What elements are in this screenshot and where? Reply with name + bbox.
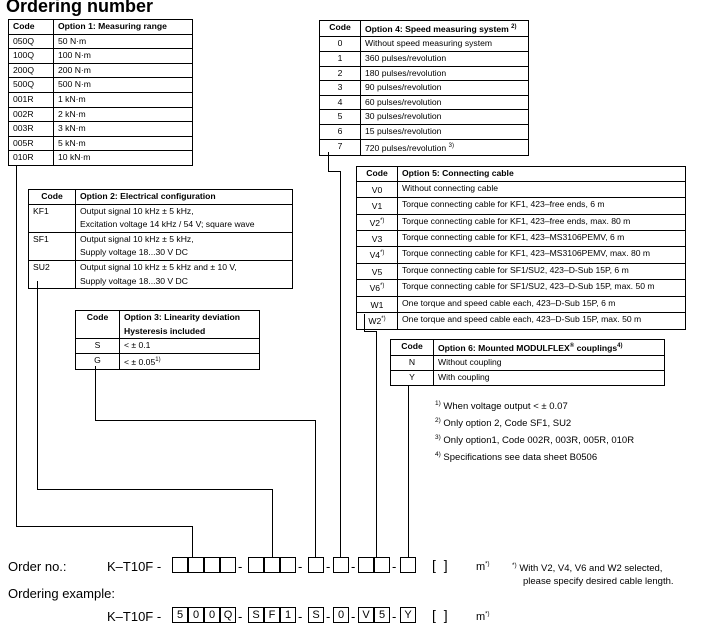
- table-row: 500Q 500 N·m: [9, 78, 193, 93]
- table-row: 003R 3 kN·m: [9, 122, 193, 137]
- example-box: 0: [333, 607, 349, 623]
- order-box[interactable]: [280, 557, 296, 573]
- table-row: 7 720 pulses/revolution $^{3)}$: [320, 139, 529, 155]
- table-header: Code Option 5: Connecting cable: [357, 167, 686, 182]
- order-box[interactable]: [220, 557, 236, 573]
- connector-line: [95, 366, 96, 421]
- table-row: 200Q 200 N·m: [9, 63, 193, 78]
- connector-line: [376, 331, 377, 557]
- example-unit-m: m*): [476, 611, 490, 623]
- order-box[interactable]: [358, 557, 374, 573]
- example-dash: -: [298, 609, 303, 624]
- table-row: 6 15 pulses/revolution: [320, 125, 529, 140]
- table-row: N Without coupling: [391, 356, 665, 371]
- order-box[interactable]: [204, 557, 220, 573]
- connector-line: [364, 331, 376, 332]
- connector-line: [272, 489, 273, 557]
- table-row: 100Q 100 N·m: [9, 49, 193, 64]
- col-code: Code: [9, 20, 54, 35]
- connector-line: [328, 152, 329, 172]
- connector-line: [37, 489, 273, 490]
- example-dash: -: [351, 609, 356, 624]
- example-box: S: [308, 607, 324, 623]
- table-row: 3 90 pulses/revolution: [320, 81, 529, 96]
- table-row: 4 60 pulses/revolution: [320, 95, 529, 110]
- table-row: V0 Without connecting cable: [357, 181, 686, 197]
- example-box: 5: [374, 607, 390, 623]
- example-box: F: [264, 607, 280, 623]
- table-row: W1 One torque and speed cable each, 423–D-Sub 15P, 6 m: [357, 296, 686, 312]
- example-dash: -: [238, 609, 243, 624]
- connector-line: [340, 171, 341, 557]
- unit-m: m*): [476, 561, 490, 573]
- order-prefix: K–T10F -: [107, 559, 162, 574]
- footnote: $^{1)}$ When voltage output < ± 0.07: [435, 400, 568, 413]
- example-box: 5: [172, 607, 188, 623]
- cable-note: *) With V2, V4, V6 and W2 selected,: [512, 562, 663, 575]
- col-desc: Option 1: Measuring range: [54, 20, 193, 35]
- table-row: W2*) One torque and speed cable each, 423–D-Sub 15P, max. 50 m: [357, 313, 686, 329]
- connector-line: [37, 281, 38, 490]
- table-header: Code Option 3: Linearity deviation Hysteresis included: [76, 311, 260, 339]
- table-row: 002R 2 kN·m: [9, 107, 193, 122]
- example-box: 1: [280, 607, 296, 623]
- cable-note: please specify desired cable length.: [523, 576, 674, 587]
- order-box[interactable]: [264, 557, 280, 573]
- table-header: Code Option 4: Speed measuring system $^{2)}$: [320, 21, 529, 37]
- table-row: SF1 Output signal 10 kHz ± 5 kHz, Supply voltage 18...30 V DC: [29, 232, 293, 260]
- example-box: 0: [188, 607, 204, 623]
- example-box: V: [358, 607, 374, 623]
- table-row: 001R 1 kN·m: [9, 92, 193, 107]
- option3-table: [75, 310, 260, 370]
- connector-line: [364, 314, 365, 332]
- connector-line: [16, 165, 17, 527]
- example-dash: -: [326, 609, 331, 624]
- table-row: 005R 5 kN·m: [9, 136, 193, 151]
- table-header: [9, 20, 193, 35]
- table-row: V1 Torque connecting cable for KF1, 423–free ends, 6 m: [357, 198, 686, 214]
- order-label: Order no.:: [8, 559, 67, 574]
- footnote: $^{2)}$ Only option 2, Code SF1, SU2: [435, 417, 572, 430]
- connector-line: [328, 171, 340, 172]
- example-box: S: [248, 607, 264, 623]
- table-row: V5 Torque connecting cable for SF1/SU2, 423–D-Sub 15P, 6 m: [357, 263, 686, 279]
- example-dash: -: [392, 609, 397, 624]
- connector-line: [16, 526, 192, 527]
- example-box: Y: [400, 607, 416, 623]
- table-row: KF1 Output signal 10 kHz ± 5 kHz, Excitation voltage 14 kHz / 54 V; square wave: [29, 204, 293, 232]
- table-row: 1 360 pulses/revolution: [320, 52, 529, 67]
- connector-line: [408, 386, 409, 557]
- option6-table: [390, 339, 665, 386]
- table-row: 0 Without speed measuring system: [320, 37, 529, 52]
- order-box[interactable]: [374, 557, 390, 573]
- footnote: $^{3)}$ Only option1, Code 002R, 003R, 005R, 010R: [435, 434, 635, 447]
- table-row: 010R 10 kN·m: [9, 151, 193, 166]
- option2-table: [28, 189, 293, 289]
- table-row: V2*) Torque connecting cable for KF1, 423–free ends, max. 80 m: [357, 214, 686, 230]
- example-bracket: [ ]: [432, 607, 450, 623]
- order-dash: -: [238, 559, 243, 574]
- table-row: V6*) Torque connecting cable for SF1/SU2, 423–D-Sub 15P, max. 50 m: [357, 280, 686, 296]
- table-header: Code Option 6: Mounted MODULFLEX® couplings$^{4)}$: [391, 340, 665, 356]
- table-row: 5 30 pulses/revolution: [320, 110, 529, 125]
- table-row: SU2 Output signal 10 kHz ± 5 kHz and ± 10 V, Supply voltage 18...30 V DC: [29, 260, 293, 288]
- example-box: 0: [204, 607, 220, 623]
- table-row: V4*) Torque connecting cable for KF1, 423–MS3106PEMV, max. 80 m: [357, 247, 686, 263]
- order-dash: -: [326, 559, 331, 574]
- table-row: 2 180 pulses/revolution: [320, 66, 529, 81]
- option1-table: [8, 19, 193, 166]
- order-box[interactable]: [308, 557, 324, 573]
- connector-line: [95, 420, 315, 421]
- example-label: Ordering example:: [8, 586, 115, 601]
- connector-line: [315, 420, 316, 557]
- order-box[interactable]: [248, 557, 264, 573]
- order-dash: -: [392, 559, 397, 574]
- option5-table: [356, 166, 686, 330]
- table-row: 050Q 50 N·m: [9, 34, 193, 49]
- table-row: Y With coupling: [391, 371, 665, 386]
- example-prefix: K–T10F -: [107, 609, 162, 624]
- page-title: Ordering number: [6, 0, 154, 16]
- table-row: S < ± 0.1: [76, 339, 260, 354]
- option4-table: [319, 20, 529, 156]
- connector-line: [192, 526, 193, 557]
- order-box[interactable]: [172, 557, 188, 573]
- table-header: Code Option 2: Electrical configuration: [29, 190, 293, 205]
- example-box: Q: [220, 607, 236, 623]
- cable-length-bracket: [ ]: [432, 557, 450, 573]
- table-row: G < ± $0.05^{1)}$: [76, 353, 260, 369]
- order-box[interactable]: [400, 557, 416, 573]
- order-box[interactable]: [188, 557, 204, 573]
- order-box[interactable]: [333, 557, 349, 573]
- order-dash: -: [351, 559, 356, 574]
- order-dash: -: [298, 559, 303, 574]
- table-row: V3 Torque connecting cable for KF1, 423–MS3106PEMV, 6 m: [357, 230, 686, 246]
- footnote: $^{4)}$ Specifications see data sheet B0506: [435, 451, 598, 464]
